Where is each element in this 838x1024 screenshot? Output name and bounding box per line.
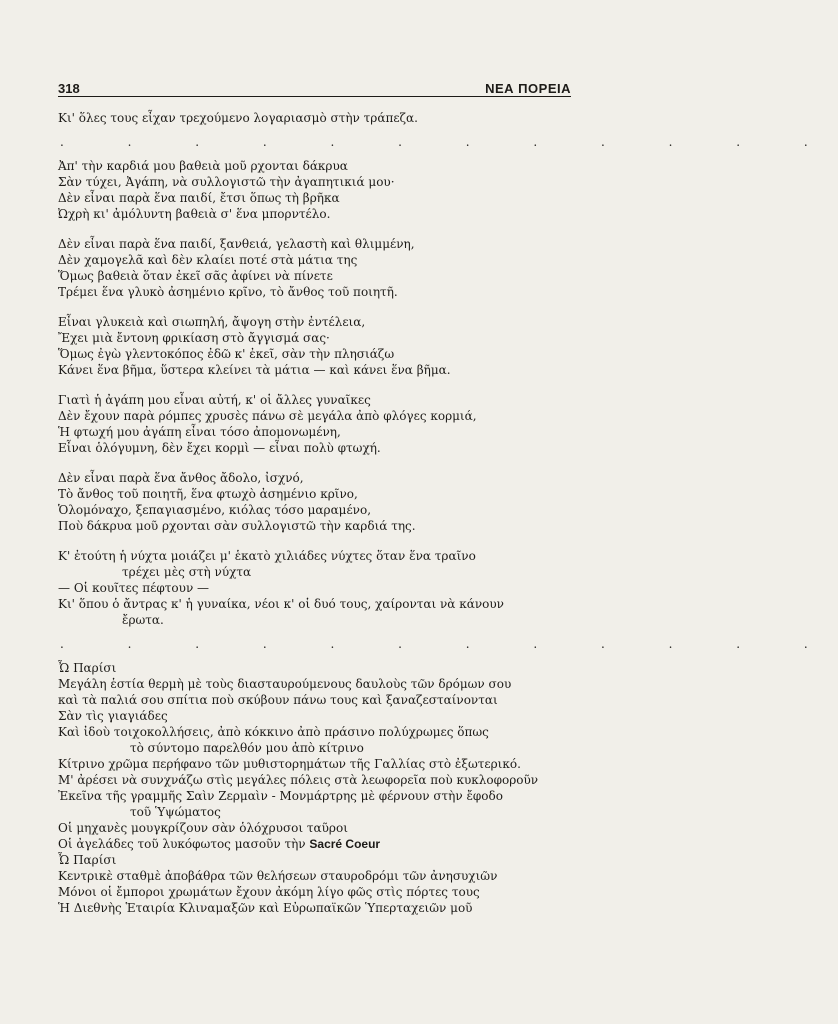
poem-line: Δὲν εἶναι παρὰ ἕνα παιδί, ξανθειά, γελαστὴ καὶ θλιμμένη, [58,237,415,251]
poem-line: Κεντρικὲ σταθμὲ ἀποβάθρα τῶν θελήσεων σταυροδρόμι τῶν ἀνησυχιῶν [58,869,498,883]
poem-line: Ἔχει μιὰ ἔντονη φρικίαση στὸ ἄγγισμά σας· [58,331,330,345]
poem-line: Δὲν ἔχουν παρὰ ρόμπες χρυσὲς πάνω σὲ μεγάλα ἀπὸ φλόγες κορμιά, [58,409,477,423]
poem-line: Δὲν εἶναι παρὰ ἕνα παιδί, ἔτσι ὅπως τὴ βρῆκα [58,191,340,205]
poem-line: Δὲν εἶναι παρὰ ἕνα ἄνθος ἄδολο, ἰσχνό, [58,471,304,485]
poem-line: Ἀπ' τὴν καρδιά μου βαθειὰ μοῦ ρχονται δάκρυα [58,159,348,173]
poem-line: Κ' ἐτούτη ἡ νύχτα μοιάζει μ' ἑκατὸ χιλιάδες νύχτες ὅταν ἕνα τραῖνο [58,549,476,563]
poem-line: Κίτρινο χρῶμα περήφανο τῶν μυθιστορημάτων τῆς Γαλλίας στὸ ἐξωτερικό. [58,757,521,771]
poem-line: Καὶ ἰδοὺ τοιχοκολλήσεις, ἀπὸ κόκκινο ἀπὸ πράσινο πολύχρωμες ὅπως [58,725,489,739]
poem-line-text: Οἱ ἀγελάδες τοῦ λυκόφωτος μασοῦν τὴν [58,837,310,851]
poem-line: — Οἱ κουῖτες πέφτουν — [58,581,210,595]
poem-line: Εἶναι ὁλόγυμνη, δὲν ἔχει κορμὶ — εἶναι πολὺ φτωχή. [58,441,381,455]
poem-line: Εἶναι γλυκειὰ καὶ σιωπηλή, ἄψογη στὴν ἐντέλεια, [58,315,366,329]
poem-line: Ἐκεῖνα τῆς γραμμῆς Σαὶν Ζερμαὶν - Μονμάρτρης μὲ φέρνουν στὴν ἔφοδο [58,789,503,803]
journal-title: ΝΕΑ ΠΟΡΕΙΑ [485,81,571,96]
poem-line: Ὦ Παρίσι [58,661,117,675]
poem-line: Ὦ Παρίσι [58,853,117,867]
poem-line: Σὰν τύχει, Ἀγάπη, νὰ συλλογιστῶ τὴν ἀγαπητικιά μου· [58,175,395,189]
running-header [58,78,571,96]
poem-line: Μ' ἀρέσει νὰ συνχνάζω στὶς μεγάλες πόλεις στὰ λεωφορεῖα ποὺ κυκλοφοροῦν [58,773,539,787]
poem-line: Μόνοι οἱ ἔμποροι χρωμάτων ἔχουν ἀκόμη λίγο φῶς στὶς πόρτες τους [58,885,480,899]
poem-line: Τρέμει ἕνα γλυκὸ ἀσημένιο κρῖνο, τὸ ἄνθος τοῦ ποιητῆ. [58,285,398,299]
poem-body [58,110,838,916]
poem-line: Δὲν χαμογελᾶ καὶ δὲν κλαίει ποτέ στὰ μάτια της [58,253,358,267]
poem-line: Ποὺ δάκρυα μοῦ ρχονται σὰν συλλογιστῶ τὴν καρδιά της. [58,519,416,533]
sacre-coeur-text: Sacré Coeur [309,837,381,851]
poem-line [58,836,571,852]
page-number: 318 [58,81,80,96]
poem-line: Σὰν τὶς γιαγιάδες [58,709,168,723]
poem-line: Ἡ φτωχή μου ἀγάπη εἶναι τόσο ἀπομονωμένη, [58,425,341,439]
poem-line: καὶ τὰ παλιά σου σπίτια ποὺ σκύβουν πάνω τους καὶ ξαναζεσταίνονται [58,693,498,707]
poem-line: Μεγάλη ἑστία θερμὴ μὲ τοὺς διασταυρούμενους δαυλοὺς τῶν δρόμων σου [58,677,512,691]
poem-line: Κι' ὅπου ὁ ἄντρας κ' ἡ γυναίκα, νέοι κ' οἱ δυό τους, χαίρονται νὰ κάνουν [58,597,504,611]
poem-line: Ὅμως ἐγὼ γλεντοκόπος ἐδῶ κ' ἐκεῖ, σὰν τὴν πλησιάζω [58,347,395,361]
poem-line: Τὸ ἄνθος τοῦ ποιητῆ, ἕνα φτωχὸ ἀσημένιο κρῖνο, [58,487,358,501]
poem-line: Ἡ Διεθνὴς Ἑταιρία Κλιναμαξῶν καὶ Εὐρωπαϊκῶν Ὑπερταχειῶν μοῦ [58,901,473,915]
header-rule [58,96,571,97]
poem-line: Οἱ μηχανὲς μουγκρίζουν σὰν ὁλόχρυσοι ταῦροι [58,821,348,835]
poem-line: Γιατὶ ἡ ἀγάπη μου εἶναι αὐτή, κ' οἱ ἄλλες γυναῖκες [58,393,371,407]
separator-dots: . . . . . . . . . . . . [60,135,838,149]
separator-dots: . . . . . . . . . . . . [60,637,838,651]
poem-line: Ὁλομόναχο, ξεπαγιασμένο, κιόλας τόσο μαραμένο, [58,503,372,517]
poem-line-continuation: τὸ σύντομο παρελθόν μου ἀπὸ κίτρινο [130,741,364,755]
poem-line-continuation: τρέχει μὲς στὴ νύχτα [122,565,252,579]
poem-line-continuation: τοῦ Ὑψώματος [130,805,221,819]
poem-line: Κάνει ἕνα βῆμα, ὕστερα κλείνει τὰ μάτια — καὶ κάνει ἕνα βῆμα. [58,363,451,377]
poem-line: Κι' ὅλες τους εἶχαν τρεχούμενο λογαριασμὸ στὴν τράπεζα. [58,111,418,125]
poem-line: Ὠχρὴ κι' ἀμόλυντη βαθειὰ σ' ἕνα μπορντέλο. [58,207,331,221]
poem-line-continuation: ἔρωτα. [122,613,164,627]
poem-line: Ὅμως βαθειὰ ὅταν ἐκεῖ σᾶς ἀφίνει νὰ πίνετε [58,269,333,283]
